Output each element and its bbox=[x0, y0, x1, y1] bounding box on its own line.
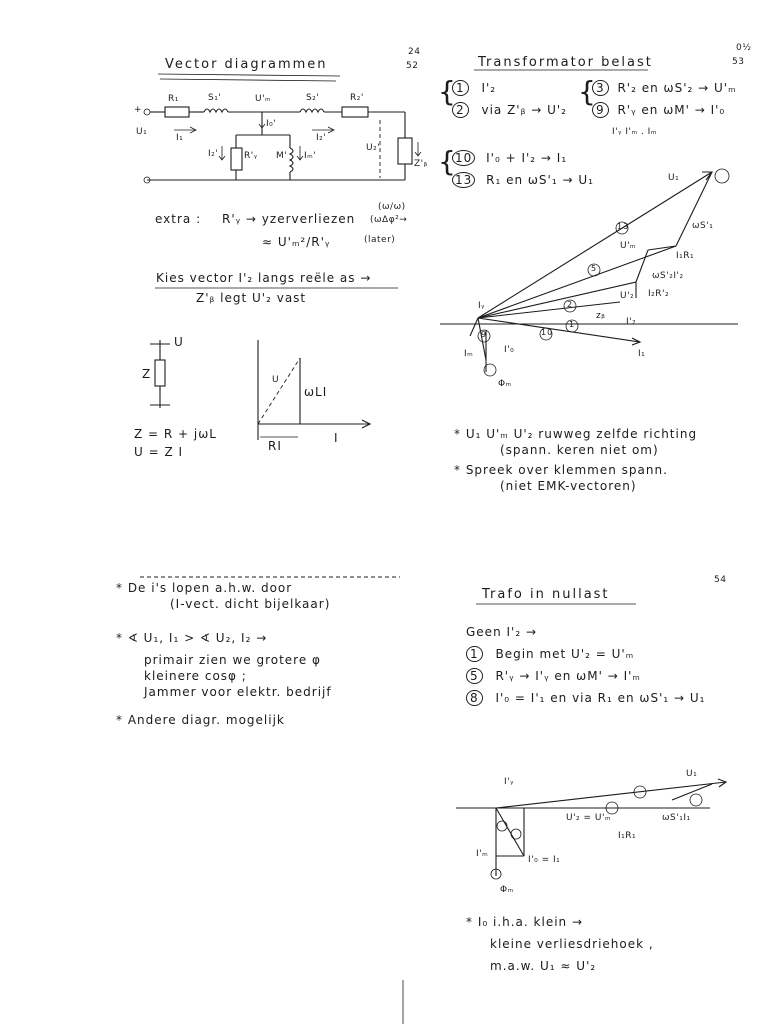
note-line: (I-vect. dicht bijelkaar) bbox=[170, 597, 331, 611]
no-load-vector-diagram bbox=[456, 779, 726, 879]
page-number: 0½ bbox=[736, 43, 752, 53]
step-text: R'ᵧ → I'ᵧ en ωM' → I'ₘ bbox=[495, 669, 641, 683]
step-text: Geen I'₂ → bbox=[466, 625, 538, 639]
brace: { bbox=[438, 145, 457, 178]
step-number: 13 bbox=[452, 172, 475, 188]
step-circle: 2 bbox=[567, 300, 574, 309]
label-iy: Iᵧ bbox=[478, 301, 486, 311]
step-text: R₁ en ωS'₁ → U₁ bbox=[486, 173, 594, 187]
note-line: * De i's lopen a.h.w. door bbox=[116, 581, 293, 595]
step-number: 9 bbox=[592, 102, 609, 118]
extra-note: (ωΔφ²→ bbox=[370, 215, 408, 225]
label-i1: I₁ bbox=[638, 349, 646, 359]
step-number: 2 bbox=[452, 102, 469, 118]
step-text: R'₂ en ωS'₂ → U'ₘ bbox=[617, 81, 737, 95]
step-circle: 5 bbox=[591, 264, 598, 273]
page-number: 54 bbox=[714, 575, 727, 585]
title-underline bbox=[158, 74, 340, 76]
step-note: I'ᵧ I'ₘ . Ιₘ bbox=[612, 127, 657, 137]
extra-line-1: R'ᵧ → yzerverliezen bbox=[222, 212, 356, 226]
label-u2-um: U'₂ = U'ₘ bbox=[566, 813, 612, 823]
note-line: * I₀ i.h.a. klein → bbox=[466, 915, 584, 929]
step-text: R'ᵧ en ωM' → I'₀ bbox=[617, 103, 726, 117]
step-item bbox=[452, 82, 496, 94]
step-circle: 10 bbox=[541, 328, 554, 337]
label-i2: I'₂ bbox=[626, 317, 637, 327]
label-u1: U₁ bbox=[686, 769, 698, 779]
note-line: * U₁ U'ₘ U'₂ ruwweg zelfde richting bbox=[454, 427, 698, 441]
label-u2: U₂' bbox=[366, 143, 381, 153]
step-item bbox=[592, 104, 725, 116]
note-line: m.a.w. U₁ ≈ U'₂ bbox=[490, 959, 597, 973]
label-zg: zᵦ bbox=[596, 311, 606, 321]
note-line: * ∢ U₁, I₁ > ∢ U₂, I₂ → bbox=[116, 631, 268, 645]
page-number: 52 bbox=[406, 61, 419, 71]
label-im: Iₘ bbox=[464, 349, 474, 359]
impedance-sketch bbox=[150, 340, 170, 408]
label-u-vector: U bbox=[272, 375, 280, 385]
label-r1: R₁ bbox=[168, 94, 179, 104]
step-text: I'₀ = I'₁ en via R₁ en ωS'₁ → U₁ bbox=[495, 691, 706, 705]
label-i: I bbox=[334, 431, 339, 445]
extra-note: (ω/ω) bbox=[378, 202, 406, 212]
note-line: * Spreek over klemmen spann. bbox=[454, 463, 668, 477]
label-u1: U₁ bbox=[136, 127, 148, 137]
step-number: 8 bbox=[466, 690, 483, 706]
step-circle: 1 bbox=[569, 320, 576, 329]
step-number: 5 bbox=[466, 668, 483, 684]
extra-note: (later) bbox=[364, 235, 396, 245]
extra-label: extra : bbox=[155, 212, 202, 226]
label-plus: + bbox=[134, 105, 143, 115]
note-line: (spann. keren niet om) bbox=[500, 443, 659, 457]
z-formula: Z = R + jωL bbox=[134, 427, 217, 441]
note-line: primair zien we grotere φ bbox=[144, 653, 321, 667]
label-phim: Φₘ bbox=[498, 379, 512, 389]
label-phim: Φₘ bbox=[500, 885, 514, 895]
label-io: I₀' bbox=[266, 119, 277, 129]
label-io: I'₀ bbox=[504, 345, 515, 355]
u-formula: U = Z I bbox=[134, 445, 184, 459]
section-title: Trafo in nullast bbox=[482, 587, 610, 602]
step-item bbox=[466, 648, 634, 660]
label-im: Iₘ' bbox=[304, 151, 317, 161]
title-underline bbox=[160, 79, 336, 81]
section-title: Vector diagrammen bbox=[165, 57, 328, 72]
label-i1: I₁ bbox=[176, 133, 184, 143]
step-item bbox=[452, 174, 594, 186]
label-um: U'ₘ bbox=[255, 94, 272, 104]
kies-line-2: Z'ᵦ legt U'₂ vast bbox=[196, 291, 307, 305]
step-text: via Z'ᵦ → U'₂ bbox=[481, 103, 567, 117]
label-r2: R₂' bbox=[350, 93, 364, 103]
step-item bbox=[466, 692, 706, 704]
label-m: M' bbox=[276, 151, 288, 161]
step-number: 3 bbox=[592, 80, 609, 96]
brace: { bbox=[438, 75, 457, 108]
label-s1: S₁' bbox=[208, 93, 222, 103]
note-line: * Andere diagr. mogelijk bbox=[116, 713, 285, 727]
step-item bbox=[592, 82, 737, 94]
note-line: kleinere cosφ ; bbox=[144, 669, 247, 683]
label-i2: I₂' bbox=[316, 133, 327, 143]
label-io: I'₀ = I₁ bbox=[528, 855, 561, 865]
label-ir: I₁R₁ bbox=[676, 251, 695, 261]
note-line: kleine verliesdriehoek , bbox=[490, 937, 654, 951]
page-number: 53 bbox=[732, 57, 745, 67]
step-item bbox=[452, 104, 567, 116]
step-number: 1 bbox=[466, 646, 483, 662]
label-wli: ωLI bbox=[304, 385, 328, 399]
label-um: U'ₘ bbox=[620, 241, 637, 251]
step-text: Begin met U'₂ = U'ₘ bbox=[495, 647, 635, 661]
kies-line-1: Kies vector I'₂ langs reële as → bbox=[156, 271, 372, 285]
label-iy: I'ᵧ bbox=[504, 777, 514, 787]
label-ry: R'ᵧ bbox=[244, 151, 258, 161]
page-number: 24 bbox=[408, 47, 421, 57]
section-title: Transformator belast bbox=[478, 55, 653, 70]
label-ws2: ωS'₂I'₂ bbox=[652, 271, 684, 281]
label-z: Z bbox=[142, 367, 152, 381]
label-ri: RI bbox=[268, 439, 282, 453]
label-ws: ωS'₁I₁ bbox=[662, 813, 691, 823]
label-u: U bbox=[174, 335, 184, 349]
label-ws1: ωS'₁ bbox=[692, 221, 714, 231]
step-item bbox=[466, 670, 641, 682]
label-ir: I₁R₁ bbox=[618, 831, 637, 841]
note-line: (niet EMK-vectoren) bbox=[500, 479, 637, 493]
step-circle: 9 bbox=[481, 330, 488, 339]
step-text: I'₀ + I'₂ → I₁ bbox=[486, 151, 568, 165]
note-line: Jammer voor elektr. bedrijf bbox=[144, 685, 332, 699]
label-u1: U₁ bbox=[668, 173, 680, 183]
label-zb: Z'ᵦ bbox=[414, 159, 428, 169]
brace: { bbox=[578, 75, 597, 108]
step-number: 10 bbox=[452, 150, 475, 166]
label-s2: S₂' bbox=[306, 93, 320, 103]
label-u2: U'₂ bbox=[620, 291, 635, 301]
extra-line-2: ≈ U'ₘ²/R'ᵧ bbox=[262, 235, 331, 249]
label-im: I'ₘ bbox=[476, 849, 489, 859]
label-ri: I₂R'₂ bbox=[648, 289, 670, 299]
step-text: I'₂ bbox=[481, 81, 497, 95]
step-number: 1 bbox=[452, 80, 469, 96]
loaded-transformer-vector-diagram bbox=[440, 169, 738, 376]
label-iy: I₂' bbox=[208, 149, 219, 159]
step-item bbox=[466, 626, 537, 638]
step-circle: 13 bbox=[617, 222, 630, 231]
step-item bbox=[452, 152, 567, 164]
